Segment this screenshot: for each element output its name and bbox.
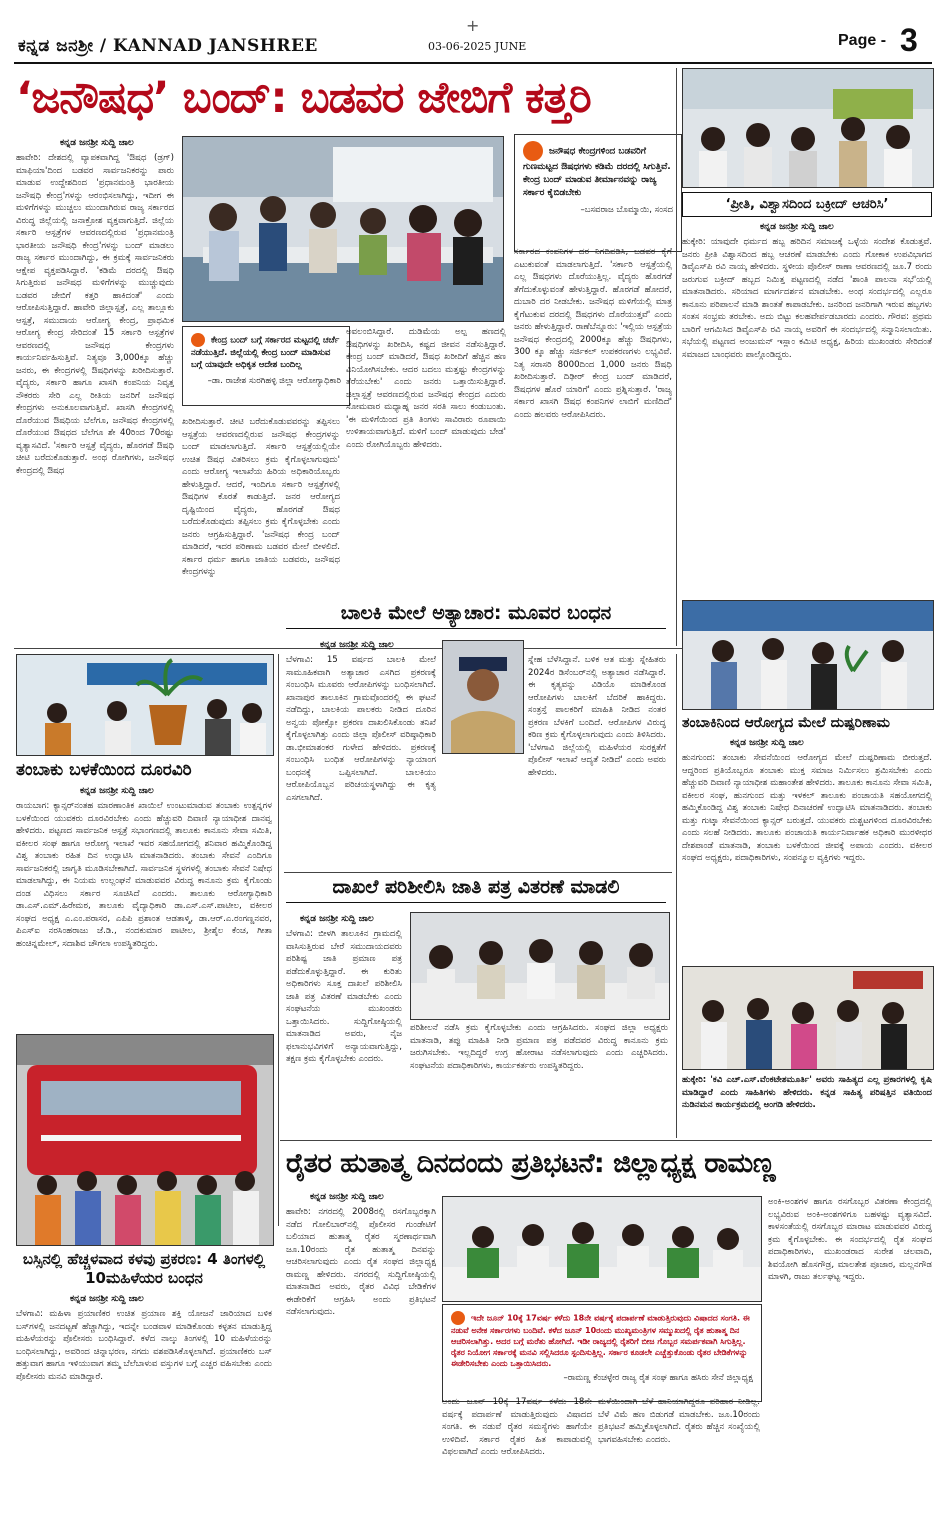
column-divider [278, 654, 279, 1226]
story6-column-1: ಬೆಳಗಾವಿ: ಬೀಳಗಿ ತಾಲೂಕಿನ ಗ್ರಾಮದಲ್ಲಿ ವಾಸಿಸುತ್ತಿರುವ ಬೇರೆ ಸಮುದಾಯದವರು ಪರಿಶಿಷ್ಟ ಜಾತಿ ಪ್ರಮಾಣ ಪತ್ರ ಪಡೆದುಕೊಳ್ಳುತ್ತಿದ್ದಾರೆ. ಈ ಕುರಿತು ಅಧಿಕಾರಿಗಳು ಸೂಕ್ತ ದಾಖಲೆ ಪರಿಶೀಲಿಸಿ ಜಾತಿ ಪತ್ರ ವಿತರಣೆ ಮಾಡಬೇಕು ಎಂದು ಸಂಘಟನೆಯ ಮುಖಂಡರು ಒತ್ತಾಯಿಸಿದರು. ಸುದ್ದಿಗೋಷ್ಠಿಯಲ್ಲಿ ಮಾತನಾಡಿದ ಅವರು, ನೈಜ ಫಲಾನುಭವಿಗಳಿಗೆ ಅನ್ಯಾಯವಾಗುತ್ತಿದ್ದು, ತಕ್ಷಣ ಕ್ರಮ ಕೈಗೊಳ್ಳಬೇಕು ಎಂದರು. [286, 929, 402, 1064]
masthead [0, 0, 945, 64]
story3-body: ರಾಯಬಾಗ: ಕ್ಯಾನ್ಸರ್‌ನಂತಹ ಮಾರಣಾಂತಿಕ ಖಾಯಿಲೆ ಉಂಟುಮಾಡುವ ತಂಬಾಕು ಉತ್ಪನ್ನಗಳ ಬಳಕೆಯಿಂದ ಯುವಕರು ದೂರವಿರಬೇಕು ಎಂದು ಹೆಚ್ಚುವರಿ ದಿವಾಣಿ ನ್ಯಾಯಾಧೀಶ ದಾನವ್ವ ಹೇಳಿದರು. ಪಟ್ಟಣದ ಸಾರ್ವಜನಿಕ ಆಸ್ಪತ್ರೆ ಸಭಾಂಗಣದಲ್ಲಿ ತಾಲೂಕು ಕಾನೂನು ಸೇವಾ ಸಮಿತಿ, ವಕೀಲರ ಸಂಘ ಹಾಗೂ ಆರೋಗ್ಯ ಇಲಾಖೆ ಇವರ ಸಹಯೋಗದಲ್ಲಿ ಶನಿವಾರ ಹಮ್ಮಿಕೊಂಡಿದ್ದ ವಿಶ್ವ ತಂಬಾಕು ರಹಿತ ದಿನ ಉದ್ಘಾಟಿಸಿ ಮಾತನಾಡಿದರು. ತಂಬಾಕು ಸೇವನೆ ಎಂದಿಗೂ ಸಾರ್ವಜನಿಕರಲ್ಲಿ ಜಾಗೃತಿ ಮೂಡಿಸಬೇಕಾಗಿದೆ. ಸಾರ್ವಜನಿಕ ಸ್ಥಳಗಳಲ್ಲಿ ತಂಬಾಕು ಸೇವನೆ ನಿಷೇಧ ಮಾಡಲಾಗಿದ್ದು, ಈ ನಿಯಮ ಉಲ್ಲಂಘನೆ ಮಾಡುವವರ ವಿರುದ್ಧ ಕಾನೂನು ಕ್ರಮ ಕೈಗೊಂಡು ದಂಡ ವಿಧಿಸಲು ಸರ್ಕಾರ ಸೂಚಿಸಿದೆ ಎಂದರು. ತಾಲೂಕು ಆರೋಗ್ಯಾಧಿಕಾರಿ ಡಾ.ಎಸ್.ಎಮ್.ಹಿರೇಮಠ, ತಾಲೂಕು ವೈದ್ಯಾಧಿಕಾರಿ ಡಾ.ಎಸ್.ಎಸ್.ಪಾಟೀಲ, ವಕೀಲರ ಸಂಘದ ಅಧ್ಯಕ್ಷ ಎ.ಎಂ.ಪರಾಸರ, ಎಪಿಪಿ ಪ್ರಶಾಂತ ಆಡತಾಳ್ಮಿ, ಡಾ.ಆರ್.ಎ.ರಂಗಣ್ಣನವರ, ಪಿಎಸ್ಐ ನರಸಿಂಹರಾಜು ಜೆ.ಡಿ., ನಂದಕುಮಾರ ಪಾಟೀಲ, ಶ್ರೀಶೈಲ ಕೆಂಚ, ಗೀತಾ ಹಂಚಿನ್ನಮೇಲ್, ಸದಾಶಿವ ಚೌಗಲಾ ಉಪಸ್ಥಿತರಿದ್ದರು. [16, 801, 272, 949]
crop-mark: + [466, 16, 480, 35]
section-divider [280, 1140, 932, 1141]
quote-bullet-icon [191, 333, 205, 347]
story1-official-quote-box [182, 326, 350, 406]
story1-byline: ಕನ್ನಡ ಜನಶ್ರೀ ಸುದ್ದಿ ಜಾಲ [60, 138, 134, 148]
story3-headline: ತಂಬಾಕು ಬಳಕೆಯಿಂದ ದೂರವಿರಿ [16, 760, 192, 780]
story1-column-3: ಅವಲಂಬಿಸಿದ್ದಾರೆ. ದುಡಿಮೆಯ ಅಲ್ಪ ಹಣದಲ್ಲಿ ಔಷಧಿಗಳನ್ನು ಖರೀದಿಸಿ, ಕಷ್ಟದ ಜೀವನ ನಡೆಸುತ್ತಿದ್ದಾರೆ. ಕೇಂದ್ರ ಬಂದ್ ಮಾಡಿದರೆ, ಔಷಧ ಖರೀದಿಗೆ ಹೆಚ್ಚಿನ ಹಣ ವಿನಿಯೋಗಿಸಬೇಕು. ಆದರ ಬದಲು ಮತ್ತಷ್ಟು ಕೇಂದ್ರಗಳನ್ನು ತೆರೆಯಬೇಕು' ಎಂದು ಜನರು ಒತ್ತಾಯಿಸುತ್ತಿದ್ದಾರೆ. ಜಿಲ್ಲಾಸ್ಪತ್ರೆ ಆವರಣದಲ್ಲಿರುವ ಜನೌಷಧ ಕೇಂದ್ರದ ಎದುರು ಸೋಮವಾರ ಮಧ್ಯಾಹ್ನ ಜನರ ಸರತಿ ಸಾಲು ಕಂಡುಬಂತು. 'ಈ ಮಳಿಗೆಯಿಂದ ಪ್ರತಿ ತಿಂಗಳು ಸಾವಿರಾರು ರೂಪಾಯಿ ಉಳಿತಾಯವಾಗುತ್ತಿದೆ. ಮಳಿಗೆ ಬಂದ್ ಮಾಡುವುದು ಬೇಡ' ಎಂದು ರೋಗಿಯೊಬ್ಬರು ಹೇಳಿದರು. [346, 327, 506, 450]
story6-photo-press [410, 912, 670, 1020]
page-label: Page - [838, 32, 887, 49]
paper-name: ಕನ್ನಡ ಜನಶ್ರೀ / KANNAD JANSHREE [18, 36, 318, 56]
story9-byline: ಕನ್ನಡ ಜನಶ್ರೀ ಸುದ್ದಿ ಜಾಲ [310, 1192, 384, 1202]
story4-column-1: ಬೆಳಗಾವಿ: 15 ವರ್ಷದ ಬಾಲಕಿ ಮೇಲೆ ಸಾಮೂಹಿಕವಾಗಿ ಅತ್ಯಾಚಾರ ಎಸಗಿದ ಪ್ರಕರಣಕ್ಕೆ ಸಂಬಂಧಿಸಿ ಮೂವರು ಆರೋಪಿಗಳನ್ನು ಬಂಧಿಸಲಾಗಿದೆ. ಖಾನಾಪುರ ತಾಲೂಕಿನ ಗ್ರಾಮವೊಂದರಲ್ಲಿ ಈ ಘಟನೆ ನಡೆದಿದ್ದು, ಬಾಲಕಿಯ ಪಾಲಕರು ನೀಡಿದ ದೂರಿನ ಅನ್ವಯ ಪೋಕ್ಸೋ ಪ್ರಕರಣ ದಾಖಲಿಸಿಕೊಂಡು ತನಿಖೆ ಕೈಗೊಳ್ಳಲಾಗಿತ್ತು ಎಂದು ಜಿಲ್ಲಾ ಪೊಲೀಸ್ ವರಿಷ್ಠಾಧಿಕಾರಿ ಡಾ.ಭೀಮಾಶಂಕರ ಗುಳೇದ ಹೇಳಿದರು. ಪ್ರಕರಣಕ್ಕೆ ಸಂಬಂಧಿಸಿ ಬಂಧಿತ ಆರೋಪಿಗಳನ್ನು ನ್ಯಾಯಾಂಗ ಬಂಧನಕ್ಕೆ ಒಪ್ಪಿಸಲಾಗಿದೆ. ಬಾಲಕಿಯು ಆರೋಪಿಯೊಬ್ಬನ ಪರಿಚಯಸ್ಥಳಾಗಿದ್ದು ಈ ಕೃತ್ಯ ಎಸಗಲಾಗಿದೆ. [286, 655, 436, 803]
story1-quote-source: –ಬಸವರಾಜ ಬೊಮ್ಮಾಯಿ, ಸಂಸದ [580, 205, 673, 215]
story9-column-3: ಮಳೆಯಿಂದಾಗಿ ಬೆಳೆ ಹಾನಿಯಾಗಿದ್ದರೂ ಪರಿಹಾರ ನೀಡಿಲ್ಲ. ಬೆಳೆ ವಿಮೆ ಹಣ ಬಿಡುಗಡೆ ಮಾಡಬೇಕು. ಜೂ.10ರಂದು ಪ್ರತಿಭಟನೆ ಹಮ್ಮಿಕೊಳ್ಳಲಾಗಿದೆ. ರೈತರು ಹೆಚ್ಚಿನ ಸಂಖ್ಯೆಯಲ್ಲಿ ಭಾಗವಹಿಸಬೇಕು ಎಂದರು. [598, 1397, 760, 1445]
story4-photo-officer [442, 640, 524, 754]
story8-body: ಬೆಳಗಾವಿ: ಮಹಿಳಾ ಪ್ರಯಾಣಿಕರ ಉಚಿತ ಪ್ರಯಾಣ ಶಕ್ತಿ ಯೋಜನೆ ಜಾರಿಯಾದ ಬಳಿಕ ಬಸ್‌ಗಳಲ್ಲಿ ಜನದಟ್ಟಣೆ ಹೆಚ್ಚಾಗಿದ್ದು, ಇದನ್ನೇ ಬಂಡವಾಳ ಮಾಡಿಕೊಂಡು ಕಳ್ಳತನ ಮಾಡುತ್ತಿದ್ದ ಮಹಿಳೆಯರನ್ನು ಪೊಲೀಸರು ಬಂಧಿಸಿದ್ದಾರೆ. ಕಳೆದ ನಾಲ್ಕು ತಿಂಗಳಲ್ಲಿ 10 ಮಹಿಳೆಯರನ್ನು ಬಂಧಿಸಲಾಗಿದ್ದು, ಅವರಿಂದ ಚಿನ್ನಾಭರಣ, ನಗದು ವಶಪಡಿಸಿಕೊಳ್ಳಲಾಗಿದೆ. ಪ್ರಯಾಣಿಕರು ಬಸ್ ಹತ್ತುವಾಗ ಹಾಗೂ ಇಳಿಯುವಾಗ ತಮ್ಮ ಬೆಲೆಬಾಳುವ ವಸ್ತುಗಳ ಬಗ್ಗೆ ಎಚ್ಚರ ವಹಿಸಬೇಕು ಎಂದು ಪೊಲೀಸರು ಮನವಿ ಮಾಡಿದ್ದಾರೆ. [16, 1309, 272, 1382]
story5-headline: ತಂಬಾಕಿನಿಂದ ಆರೋಗ್ಯದ ಮೇಲೆ ದುಷ್ಪರಿಣಾಮ [682, 715, 890, 731]
story2-byline: ಕನ್ನಡ ಜನಶ್ರೀ ಸುದ್ದಿ ಜಾಲ [760, 222, 834, 232]
story9-photo-farmers [442, 1196, 762, 1302]
story1-photo-pharmacy [182, 136, 504, 322]
story6-byline: ಕನ್ನಡ ಜನಶ್ರೀ ಸುದ್ದಿ ಜಾಲ [300, 914, 374, 924]
story7-photo-tribute [682, 966, 934, 1070]
story8-byline: ಕನ್ನಡ ಜನಶ್ರೀ ಸುದ್ದಿ ಜಾಲ [70, 1294, 144, 1304]
story1-quote-text: ಜನೌಷಧ ಕೇಂದ್ರಗಳಿಂದ ಬಡವರಿಗೆ ಗುಣಮಟ್ಟದ ಔಷಧಗಳು ಕಡಿಮೆ ದರದಲ್ಲಿ ಸಿಗುತ್ತಿವೆ. ಕೇಂದ್ರ ಬಂದ್ ಮಾಡುವ ತೀರ್ಮಾನವನ್ನು ರಾಜ್ಯ ಸರ್ಕಾರ ಕೈಬಿಡಬೇಕು [523, 146, 671, 198]
story1-official-quote-text: ಕೇಂದ್ರ ಬಂದ್ ಬಗ್ಗೆ ಸರ್ಕಾರದ ಮಟ್ಟದಲ್ಲಿ ಚರ್ಚೆ ನಡೆಯುತ್ತಿದೆ. ಜಿಲ್ಲೆಯಲ್ಲಿ ಕೇಂದ್ರ ಬಂದ್ ಮಾಡಿಸುವ ಬಗ್ಗೆ ಯಾವುದೇ ಅಧಿಕೃತ ಆದೇಶ ಬಂದಿಲ್ಲ [191, 335, 340, 370]
story1-column-4: ಸರ್ಕಾರದ ಕಂಪನಿಗಳ ದರ ನಿಗದಿಪಡಿಸಿ, ಬಡವರ ಕೈಗೆ ಎಟುಕುವಂತೆ ಮಾಡಲಾಗುತ್ತಿದೆ. 'ಸರ್ಕಾರಿ ಆಸ್ಪತ್ರೆಯಲ್ಲಿ ಎಲ್ಲ ಔಷಧಗಳು ದೊರೆಯುತ್ತಿಲ್ಲ. ವೈದ್ಯರು ಹೊರಗಡೆ ತೆಗೆದುಕೊಳ್ಳುವಂತೆ ಹೇಳುತ್ತಿದ್ದಾರೆ. ಹೊರಗಡೆ ಹೋದರೆ, ದುಬಾರಿ ದರ ನೀಡಬೇಕು. ಜನೌಷಧ ಮಳಿಗೆಯಲ್ಲಿ ಮಾತ್ರ ಕೈಗೆಟುಕುವ ದರದಲ್ಲಿ ಔಷಧಗಳು ದೊರೆಯುತ್ತವೆ' ಎಂದು ಜನರು ಹೇಳುತ್ತಿದ್ದಾರೆ. ರಾಣೆಬೆನ್ನೂರು: 'ಇಲ್ಲಿಯ ಆಸ್ಪತ್ರೆಯ ಜನೌಷಧ ಕೇಂದ್ರದಲ್ಲಿ 2000ಕ್ಕೂ ಹೆಚ್ಚು ಔಷಧಿಗಳು, 300 ಕ್ಕೂ ಹೆಚ್ಚು ಸರ್ಜಿಕಲ್ ಉಪಕರಣಗಳು ಲಭ್ಯವಿವೆ. ನಿತ್ಯ ಸರಾಸರಿ 8000ದಿಂದ 1,000 ಜನರು ಔಷಧಿ ಖರೀದಿಸುತ್ತಾರೆ. ದಿಢೀರ್ ಕೇಂದ್ರ ಬಂದ್ ಮಾಡಿದರೆ, ಔಷಧಗಳ ಹೊರೆ ಯಾರಿಗೆ' ಎಂದು ಪ್ರಶ್ನಿಸುತ್ತಾರೆ. 'ರಾಜ್ಯ ಸರ್ಕಾರ ಖಾಸಗಿ ಔಷಧ ಕಂಪನಿಗಳ ಲಾಬಿಗೆ ಮಣಿದಿದೆ' ಎಂದು ಹಲವರು ಆರೋಪಿಸಿದರು. [514, 247, 672, 420]
story2-headline: ‘ಪ್ರೀತಿ, ವಿಶ್ವಾಸದಿಂದ ಬಕ್ರೀದ್ ಆಚರಿಸಿ’ [682, 192, 932, 217]
quote-bullet-icon [523, 141, 543, 161]
story6-headline: ದಾಖಲೆ ಪರಿಶೀಲಿಸಿ ಜಾತಿ ಪತ್ರ ವಿತರಣೆ ಮಾಡಲಿ [286, 878, 666, 903]
story8-photo-bus-crowd [16, 1034, 274, 1246]
masthead-rule [14, 62, 932, 64]
story1-column-1: ಹಾವೇರಿ: ದೇಶದಲ್ಲಿ ವ್ಯಾಪಕವಾಗಿದ್ದ 'ಔಷಧ (ಡ್ರಗ್) ಮಾಫಿಯಾ'ದಿಂದ ಬಡವರ ಸಾರ್ವಜನಿಕರನ್ನು ಪಾರು ಮಾಡುವ ಉದ್ದೇಶದಿಂದ 'ಪ್ರಧಾನಮಂತ್ರಿ ಭಾರತೀಯ ಜನೌಷಧಿ ಕೇಂದ್ರ'ಗಳನ್ನು ಆರಂಭಿಸಲಾಗಿದ್ದು, ಇದೀಗ ಈ ಮಳಿಗೆಗಳನ್ನು ಮುಚ್ಚಲು ಮುಂದಾಗಿರುವ ರಾಜ್ಯ ಸರ್ಕಾರದ ವಿರುದ್ಧ ಜಿಲ್ಲೆಯಲ್ಲಿ ಜನಾಕ್ರೋಶ ವ್ಯಕ್ತವಾಗುತ್ತಿದೆ. ಜಿಲ್ಲೆಯ ಸರ್ಕಾರಿ ಆಸ್ಪತ್ರೆಗಳ ಆವರಣದಲ್ಲಿರುವ 'ಪ್ರಧಾನಮಂತ್ರಿ ಭಾರತೀಯ ಜನೌಷಧಿ ಕೇಂದ್ರ'ಗಳನ್ನು ಬಂದ್ ಮಾಡಲು ರಾಜ್ಯ ಸರ್ಕಾರ ಮುಂದಾಗಿದ್ದು, ಈ ಕ್ರಮಕ್ಕೆ ಸಾರ್ವಜನಿಕರು ಆಕ್ಷೇಪ ವ್ಯಕ್ತಪಡಿಸಿದ್ದಾರೆ. 'ಕಡಿಮೆ ದರದಲ್ಲಿ ಔಷಧಿ ಸಿಗುತ್ತಿರುವ ಜನೌಷಧ ಮಳಿಗೆಗಳನ್ನು ಮುಚ್ಚುವುದು ಬಡವರ ಜೇಬಿಗೆ ಕತ್ತರಿ ಹಾಕಿದಂತೆ' ಎಂದು ಆರೋಪಿಸುತ್ತಿದ್ದಾರೆ. ಹಾವೇರಿ ಜಿಲ್ಲಾಸ್ಪತ್ರೆ, ಎಲ್ಲ ತಾಲ್ಲೂಕು ಆಸ್ಪತ್ರೆ, ಸಮುದಾಯ ಆರೋಗ್ಯ ಕೇಂದ್ರ, ಪ್ರಾಥಮಿಕ ಆರೋಗ್ಯ ಕೇಂದ್ರ ಸೇರಿದಂತೆ 15 ಸರ್ಕಾರಿ ಆಸ್ಪತ್ರೆಗಳ ಆವರಣದಲ್ಲಿ ಜನೌಷಧ ಕೇಂದ್ರಗಳು ಕಾರ್ಯನಿರ್ವಹಿಸುತ್ತಿವೆ. ನಿತ್ಯವೂ 3,000ಕ್ಕೂ ಹೆಚ್ಚು ಜನರು, ಈ ಕೇಂದ್ರಗಳಲ್ಲಿ ಔಷಧಿಗಳನ್ನು ಖರೀದಿಸುತ್ತಾರೆ. ವೈದ್ಯರು, ಸರ್ಕಾರಿ ಹಾಗೂ ಖಾಸಗಿ ಕಂಪನಿಯ ನಿವೃತ್ತ ನೌಕರರು ಸೇರಿ ಎಲ್ಲ ರೀತಿಯ ಜನರಿಗೆ ಜನೌಷಧ ಕೇಂದ್ರಗಳು ಅನುಕೂಲವಾಗುತ್ತಿವೆ. ಖಾಸಗಿ ಕೇಂದ್ರಗಳಲ್ಲಿ ದೊರೆಯುವ ಔಷಧಿಯ ಬೆಲೆಗೂ, ಜನೌಷಧ ಕೇಂದ್ರಗಳಲ್ಲಿ ದೊರೆಯುವ ಔಷಧದ ಬೆಲೆಗೂ ಶೇ 40ರಿಂದ 70ರಷ್ಟು ವ್ಯತ್ಯಾಸವಿದೆ. 'ಸರ್ಕಾರಿ ಆಸ್ಪತ್ರೆ ವೈದ್ಯರು, ಹೊರಗಡೆ ಔಷಧಿ ಚೀಟಿ ಬರೆದುಕೊಡುತ್ತಾರೆ. ಅಂಥ ರೋಗಿಗಳು, ಜನೌಷಧ ಕೇಂದ್ರದಲ್ಲಿ ಔಷಧ [16, 153, 174, 476]
story6-column-2: ಪರಿಶೀಲನೆ ನಡೆಸಿ ಕ್ರಮ ಕೈಗೊಳ್ಳಬೇಕು ಎಂದು ಆಗ್ರಹಿಸಿದರು. ಸಂಘದ ಜಿಲ್ಲಾ ಅಧ್ಯಕ್ಷರು ಮಾತನಾಡಿ, ತಪ್ಪು ಮಾಹಿತಿ ನೀಡಿ ಪ್ರಮಾಣ ಪತ್ರ ಪಡೆದವರ ವಿರುದ್ಧ ಕಾನೂನು ಕ್ರಮ ಜರುಗಿಸಬೇಕು. ಇಲ್ಲದಿದ್ದರೆ ಉಗ್ರ ಹೋರಾಟ ನಡೆಸಲಾಗುವುದು ಎಂದು ಎಚ್ಚರಿಸಿದರು. ಸಂಘಟನೆಯ ಪದಾಧಿಕಾರಿಗಳು, ಕಾರ್ಯಕರ್ತರು ಉಪಸ್ಥಿತರಿದ್ದರು. [410, 1023, 668, 1071]
story3-byline: ಕನ್ನಡ ಜನಶ್ರೀ ಸುದ್ದಿ ಜಾಲ [80, 786, 154, 796]
story5-photo-event [682, 600, 934, 710]
story9-column-2: ಅಂದು ಜೂನ್ 10ಕ್ಕೆ 17ವರ್ಷ ಕಳೆದು 18ನೇ ವರ್ಷಕ್ಕೆ ಪದಾರ್ಪಣೆ ಮಾಡುತ್ತಿರುವುದು ವಿಷಾದದ ಸಂಗತಿ. ಈ ನಡುವೆ ರೈತರ ಸಮಸ್ಯೆಗಳು ಹಾಗೆಯೇ ಉಳಿದಿವೆ. ಸರ್ಕಾರ ರೈತರ ಹಿತ ಕಾಪಾಡುವಲ್ಲಿ ವಿಫಲವಾಗಿದೆ ಎಂದು ಆರೋಪಿಸಿದರು. [442, 1397, 592, 1457]
issue-date: 03-06-2025 JUNE [428, 40, 527, 53]
story9-headline: ರೈತರ ಹುತಾತ್ಮ ದಿನದಂದು ಪ್ರತಿಭಟನೆ: ಜಿಲ್ಲಾಧ್ಯಕ್ಷ ರಾಮಣ್ಣ [286, 1148, 776, 1179]
story8-headline: ಬಸ್ಸಿನಲ್ಲಿ ಹೆಚ್ಚಳವಾದ ಕಳವು ಪ್ರಕರಣ: 4 ತಿಂಗಳಲ್ಲಿ 10ಮಹಿಳೆಯರ ಬಂಧನ [22, 1250, 266, 1287]
page-number: 3 [900, 22, 918, 58]
story4-headline: ಬಾಲಕಿ ಮೇಲೆ ಅತ್ಯಾಚಾರ: ಮೂವರ ಬಂಧನ [286, 604, 666, 629]
story4-column-2: ಸ್ನೇಹ ಬೆಳೆಸಿದ್ದಾನೆ. ಬಳಿಕ ಆತ ಮತ್ತು ಸ್ನೇಹಿತರು 2024ರ ಡಿಸೆಂಬರ್‌ನಲ್ಲಿ ಅತ್ಯಾಚಾರ ನಡೆಸಿದ್ದಾರೆ. ಈ ಕೃತ್ಯವನ್ನು ವಿಡಿಯೊ ಮಾಡಿಕೊಂಡ ಆರೋಪಿಗಳು ಬಾಲಕಿಗೆ ಬೆದರಿಕೆ ಹಾಕಿದ್ದರು. ಸಂತ್ರಸ್ತೆ ಪಾಲಕರಿಗೆ ಮಾಹಿತಿ ನೀಡಿದ ನಂತರ ಪ್ರಕರಣ ಬೆಳಕಿಗೆ ಬಂದಿದೆ. ಆರೋಪಿಗಳ ವಿರುದ್ಧ ಕಠಿಣ ಕ್ರಮ ಕೈಗೊಳ್ಳಲಾಗುವುದು ಎಂದು ತಿಳಿಸಿದರು. 'ಬೆಳಗಾವಿ ಜಿಲ್ಲೆಯಲ್ಲಿ ಮಹಿಳೆಯರ ಸುರಕ್ಷತೆಗೆ ಪೊಲೀಸ್ ಇಲಾಖೆ ಆದ್ಯತೆ ನೀಡಿದೆ' ಎಂದು ಅವರು ಹೇಳಿದರು. [528, 655, 666, 778]
story1-official-quote-source: –ಡಾ. ರಾಜೇಶ ಸುರಗಿಹಳ್ಳಿ ಜಿಲ್ಲಾ ಆರೋಗ್ಯಾಧಿಕಾರಿ [207, 376, 341, 386]
story9-column-1: ಹಾವೇರಿ: ನಗರದಲ್ಲಿ 2008ರಲ್ಲಿ ರಸಗೊಬ್ಬರಕ್ಕಾಗಿ ನಡೆದ ಗೋಲಿಬಾರ್‌ನಲ್ಲಿ ಪೊಲೀಸರ ಗುಂಡೇಟಿಗೆ ಬಲಿಯಾದ ಹುತಾತ್ಮ ರೈತರ ಸ್ಮರಣಾರ್ಥವಾಗಿ ಜೂ.10ರಂದು ರೈತ ಹುತಾತ್ಮ ದಿನವನ್ನು ಆಚರಿಸಲಾಗುವುದು ಎಂದು ರೈತ ಸಂಘದ ಜಿಲ್ಲಾಧ್ಯಕ್ಷ ರಾಮಣ್ಣ ಹೇಳಿದರು. ನಗರದಲ್ಲಿ ಸುದ್ದಿಗೋಷ್ಠಿಯಲ್ಲಿ ಮಾತನಾಡಿದ ಅವರು, ರೈತರ ವಿವಿಧ ಬೇಡಿಕೆಗಳ ಈಡೇರಿಕೆಗೆ ಆಗ್ರಹಿಸಿ ಅಂದು ಪ್ರತಿಭಟನೆ ನಡೆಸಲಾಗುವುದು. [286, 1207, 436, 1317]
story4-byline: ಕನ್ನಡ ಜನಶ್ರೀ ಸುದ್ದಿ ಜಾಲ [320, 640, 394, 650]
story2-body: ಹುಕ್ಕೇರಿ: ಯಾವುದೇ ಧರ್ಮದ ಹಬ್ಬ ಹರಿದಿನ ಸಮಾಜಕ್ಕೆ ಒಳ್ಳೆಯ ಸಂದೇಶ ಕೊಡುತ್ತವೆ. ಜನರು ಪ್ರೀತಿ ವಿಶ್ವಾಸದಿಂದ ಹಬ್ಬ ಆಚರಣೆ ಮಾಡಬೇಕು ಎಂದು ಗೋಕಾಕ ಉಪವಿಭಾಗದ ಡಿವೈಎಸ್‌ಪಿ ರವಿ ನಾಯ್ಕ ಹೇಳಿದರು. ಸ್ಥಳೀಯ ಪೊಲೀಸ್ ಠಾಣಾ ಆವರಣದಲ್ಲಿ ಜೂ.7 ರಂದು ಜರುಗುವ ಬಕ್ರೀದ್ ಹಬ್ಬದ ನಿಮಿತ್ತ ಪಟ್ಟಣದಲ್ಲಿ ನಡೆದ 'ಶಾಂತಿ ಪಾಲನಾ ಸಭೆ'ಯಲ್ಲಿ ಮಾತನಾಡಿದರು. ಸರಿಯಾದ ಮಾರ್ಗದರ್ಶನ ಮಾಡಬೇಕು. ಅಂಥ ಸಂದರ್ಭದಲ್ಲಿ ಎಲ್ಲರೂ ಕಾನೂನು ಪರಿಪಾಲನೆ ಮಾಡಿ ಶಾಂತತೆ ಕಾಪಾಡಬೇಕು. ಜನರಿಂದ ಜನರಿಗಾಗಿ ಇರುವ ಹಬ್ಬಗಳು ಸಂತಸ ಸಂಭ್ರಮ ತರಬೇಕು. ಅದು ಬಿಟ್ಟು ಕಲಹವೇರ್ಪಡಬಾರದು ಎಂದರು. ಗೌರವ: ಪ್ರಥಮ ಬಾರಿಗೆ ಆಗಮಿಸಿದ ಡಿವೈಎಸ್‌ಪಿ ರವಿ ನಾಯ್ಕ ಅವರಿಗೆ ಈ ಸಂದರ್ಭದಲ್ಲಿ ಸನ್ಮಾನಿಸಲಾಯಿತು. ಸಭೆಯಲ್ಲಿ ಪಟ್ಟಣದ ಅಂಜುಮನ್ ಇಸ್ಲಾಂ ಕಮಿಟಿ ಅಧ್ಯಕ್ಷ, ಹಿರಿಯ ಮುಖಂಡರು ಸೇರಿದಂತೆ ಸಮಾಜದ ಬಾಂಧವರು ಪಾಲ್ಗೊಂಡಿದ್ದರು. [682, 237, 932, 360]
story5-body: ಹುನಗುಂದ: ತಂಬಾಕು ಸೇವನೆಯಿಂದ ಆರೋಗ್ಯದ ಮೇಲೆ ದುಷ್ಪರಿಣಾಮ ಬೀರುತ್ತದೆ. ಆದ್ದರಿಂದ ಪ್ರತಿಯೊಬ್ಬರೂ ತಂಬಾಕು ಮುಕ್ತ ಸಮಾಜ ನಿರ್ಮಿಸಲು ಶ್ರಮಿಸಬೇಕು ಎಂದು ಹೆಚ್ಚುವರಿ ದಿವಾಣಿ ನ್ಯಾಯಾಧೀಶ ಮಹಾಂತೇಶ ಹೇಳಿದರು. ತಾಲೂಕು ಕಾನೂನು ಸೇವಾ ಸಮಿತಿ, ವಕೀಲರ ಸಂಘ, ಹುನಗುಂದ ಮತ್ತು ಇಳಕಲ್ ತಾಲೂಕು ಪಂಚಾಯತಿ ಸಹಯೋಗದಲ್ಲಿ ಹಮ್ಮಿಕೊಂಡಿದ್ದ ವಿಶ್ವ ತಂಬಾಕು ನಿಷೇಧ ದಿನಾಚರಣೆ ಉದ್ಘಾಟಿಸಿ ಮಾತನಾಡಿದರು. ತಂಬಾಕು ಮತ್ತು ಗುಟ್ಕಾ ಸೇವನೆಯಿಂದ ಕ್ಯಾನ್ಸರ್ ಬರುತ್ತದೆ. ಯುವಕರು ದುಶ್ಚಟಗಳಿಂದ ದೂರವಿರಬೇಕು ಎಂದು ಸಲಹೆ ನೀಡಿದರು. ತಾಲೂಕು ಪಂಚಾಯತಿ ಕಾರ್ಯನಿರ್ವಾಹಕ ಅಧಿಕಾರಿ ಮುರಳೀಧರ ದೇಶಪಾಂಡೆ ಮಾತನಾಡಿ, ತಂಬಾಕು ಬಳಕೆಯಿಂದ ಜೀವಕ್ಕೆ ಅಪಾಯ ಎಂದರು. ವಕೀಲರ ಸಂಘದ ಅಧ್ಯಕ್ಷರು, ಪದಾಧಿಕಾರಿಗಳು, ಸಂಪನ್ಮೂಲ ವ್ಯಕ್ತಿಗಳು ಇದ್ದರು. [682, 753, 932, 863]
column-divider [676, 654, 677, 1138]
story5-byline: ಕನ್ನಡ ಜನಶ್ರೀ ಸುದ್ದಿ ಜಾಲ [730, 738, 804, 748]
story7-caption: ಹುಕ್ಕೇರಿ: 'ಕವಿ ಎಚ್.ಎಸ್.ವೆಂಕಟೇಶಮೂರ್ತಿ' ಅವರು ಸಾಹಿತ್ಯದ ಎಲ್ಲ ಪ್ರಕಾರಗಳಲ್ಲಿ ಕೃಷಿ ಮಾಡಿದ್ದಾರೆ ಎಂದು ಸಾಹಿತಿಗಳು ಹೇಳಿದರು. ಕನ್ನಡ ಸಾಹಿತ್ಯ ಪರಿಷತ್ತಿನ ವತಿಯಿಂದ ನುಡಿನಮನ ಕಾರ್ಯಕ್ರಮದಲ್ಲಿ ಅಂಗಡಿ ಹೇಳಿದರು. [682, 1075, 932, 1110]
story3-photo-plant [16, 654, 274, 756]
story1-quote-box [514, 134, 682, 252]
story1-headline: ‘ಜನೌಷಧ’ ಬಂದ್: ಬಡವರ ಜೇಬಿಗೆ ಕತ್ತರಿ [16, 73, 591, 123]
section-divider [284, 872, 672, 873]
story9-quote-box [442, 1304, 762, 1402]
column-divider [676, 68, 677, 646]
story9-column-4: ಅಂಕಿ-ಅಂಶಗಳ ಹಾಗೂ ರಸಗೊಬ್ಬರ ವಿತರಣಾ ಕೇಂದ್ರದಲ್ಲಿ ಲಭ್ಯವಿರುವ ಅಂಕಿ-ಅಂಶಗಳಿಗೂ ಬಹಳಷ್ಟು ವ್ಯತ್ಯಾಸವಿದೆ. ಕಾಳಸಂತೆಯಲ್ಲಿ ರಸಗೊಬ್ಬರ ಮಾರಾಟ ಮಾಡುವವರ ವಿರುದ್ಧ ಕ್ರಮ ಕೈಗೊಳ್ಳಬೇಕು. ಈ ಸಂದರ್ಭದಲ್ಲಿ ರೈತ ಸಂಘದ ಪದಾಧಿಕಾರಿಗಳು, ಮುಖಂಡರಾದ ಸುರೇಶ ಚಲವಾದಿ, ಶಿವಯೋಗಿ ಹೊಸಗೌಡ್ರ, ಮಾಲತೇಶ ಪೂಜಾರ, ಮಲ್ಲನಗೌಡ ಮಾಳಗಿ, ರಾಜು ತರ್ಲಘಟ್ಟ ಇದ್ದರು. [768, 1197, 932, 1282]
quote-bullet-icon [451, 1311, 465, 1325]
story2-photo-meeting [682, 68, 934, 188]
story9-quote-source: –ರಾಮಣ್ಣ ಕೆಂಚಳ್ಳೇರ ರಾಜ್ಯ ರೈತ ಸಂಘ ಹಾಗೂ ಹಸಿರು ಸೇನೆ ಜಿಲ್ಲಾಧ್ಯಕ್ಷ [563, 1373, 753, 1383]
story9-quote-text: ಇದೇ ಜೂನ್ 10ಕ್ಕೆ 17ವರ್ಷ ಕಳೆದು 18ನೇ ವರ್ಷಕ್ಕೆ ಪದಾರ್ಪಣೆ ಮಾಡುತ್ತಿರುವುದು ವಿಷಾದದ ಸಂಗತಿ. ಈ ನಡುವೆ ಅನೇಕ ಸರ್ಕಾರಗಳು ಬಂದಿವೆ. ಕಳೆದ ಜೂನ್ 10ರಂದು ಮುಖ್ಯಮಂತ್ರಿಗಳ ಸಮ್ಮುಖದಲ್ಲಿ ರೈತ ಹುತಾತ್ಮ ದಿನ ಆಚರಿಸಲಾಗಿತ್ತು. ಅದರ ಬಗ್ಗೆ ಮರೆತು ಹೋಗಿದೆ. ಇಡೀ ರಾಜ್ಯದಲ್ಲಿ ರೈತರಿಗೆ ಬೀಜ ಗೊಬ್ಬರ ಸಮರ್ಪಕವಾಗಿ ಸಿಗುತ್ತಿಲ್ಲ. ರೈತರ ನಿಯೋಗ ಸರ್ಕಾರಕ್ಕೆ ಮನವಿ ಸಲ್ಲಿಸಿದರೂ ಸ್ಪಂದಿಸುತ್ತಿಲ್ಲ. ಸರ್ಕಾರ ಕೂಡಲೇ ಎಚ್ಚೆತ್ತುಕೊಂಡು ರೈತರ ಬೇಡಿಕೆಗಳನ್ನು ಈಡೇರಿಸಬೇಕು ಎಂದು ಒತ್ತಾಯಿಸಿದರು. [451, 1313, 750, 1368]
story1-column-2: ಖರೀದಿಸುತ್ತಾರೆ. ಚೀಟಿ ಬರೆದುಕೊಡುವವರನ್ನು ತಪ್ಪಿಸಲು ಆಸ್ಪತ್ರೆಯ ಆವರಣದಲ್ಲಿರುವ ಜನೌಷಧ ಕೇಂದ್ರಗಳನ್ನು ಬಂದ್ ಮಾಡಲಾಗುತ್ತಿದೆ. ಸರ್ಕಾರಿ ಆಸ್ಪತ್ರೆಯಲ್ಲಿಯೇ ಉಚಿತ ಔಷಧ ವಿತರಿಸಲು ಕ್ರಮ ಕೈಗೊಳ್ಳಲಾಗುವುದು' ಎಂದು ಆರೋಗ್ಯ ಇಲಾಖೆಯ ಹಿರಿಯ ಅಧಿಕಾರಿಯೊಬ್ಬರು ಹೇಳುತ್ತಿದ್ದಾರೆ. ಆದರೆ, ಇಂದಿಗೂ ಸರ್ಕಾರಿ ಆಸ್ಪತ್ರೆಗಳಲ್ಲಿ ಔಷಧಿಗಳ ಕೊರತೆ ಕಾಡುತ್ತಿದೆ. ಜನರ ಆರೋಗ್ಯದ ದೃಷ್ಟಿಯಿಂದ ವೈದ್ಯರು, ಹೊರಗಡೆ ಔಷಧ ಬರೆದುಕೊಡುವುದು ತಪ್ಪಿಸಲು ಕ್ರಮ ಕೈಗೊಳ್ಳಬೇಕು ಎಂದು ಜನರು ಆಗ್ರಹಿಸುತ್ತಿದ್ದಾರೆ. 'ಜನೌಷಧ ಕೇಂದ್ರ ಬಂದ್ ಮಾಡಿದರೆ, ಇದರ ಪರಿಣಾಮ ಬಡವರ ಮೇಲೆ ಬೀಳಲಿದೆ. ಸರ್ಕಾರ ಧರ್ಮ ಹಾಗೂ ಜಾತಿಯ ಬಡವರು, ಜನೌಷಧ ಕೇಂದ್ರಗಳನ್ನು [182, 417, 340, 577]
